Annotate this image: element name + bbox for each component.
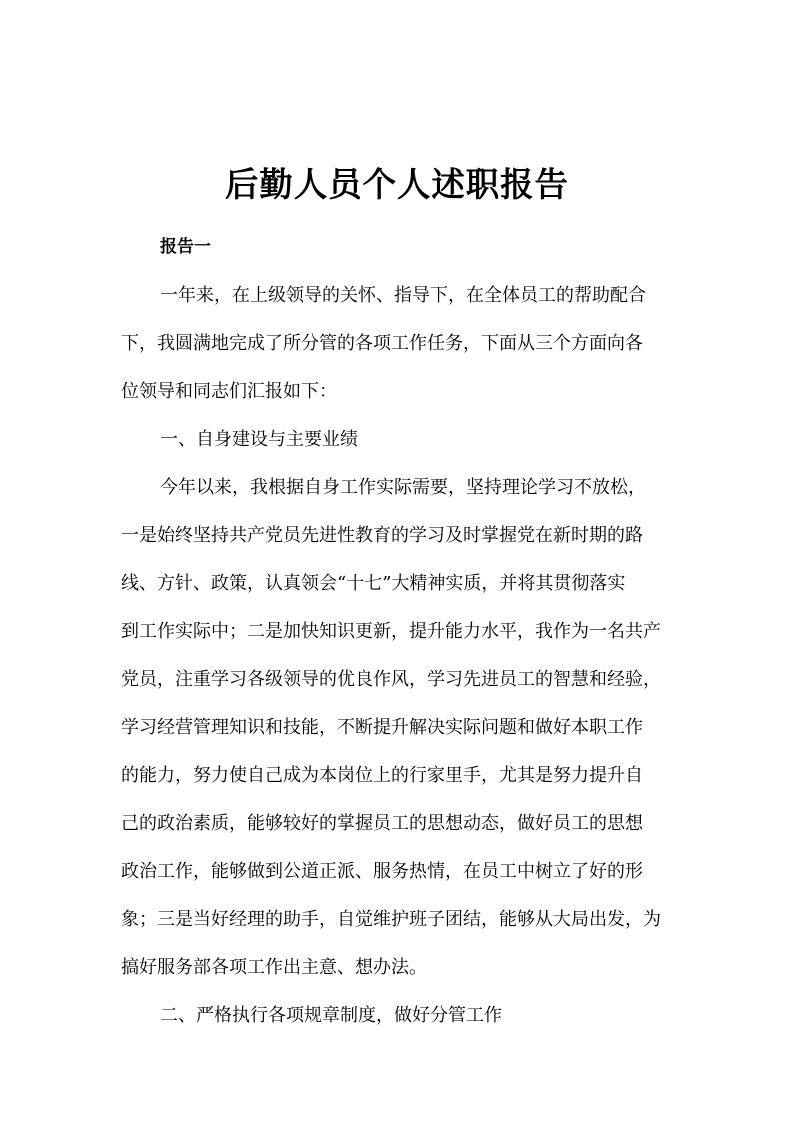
paragraph-line: 搞好服务部各项工作出主意、想办法。 bbox=[121, 957, 427, 978]
document-title: 后勤人员个人述职报告 bbox=[225, 165, 569, 204]
paragraph-line: 象；三是当好经理的助手，自觉维护班子团结，能够从大局出发，为 bbox=[121, 909, 661, 930]
paragraph-line: 今年以来，我根据自身工作实际需要，坚持理论学习不放松， bbox=[160, 477, 646, 498]
paragraph-line: 一年来，在上级领导的关怀、指导下，在全体员工的帮助配合 bbox=[160, 285, 646, 306]
paragraph-line: 线、方针、政策，认真领会“十七”大精神实质，并将其贯彻落实 bbox=[121, 573, 626, 594]
paragraph-line: 位领导和同志们汇报如下： bbox=[121, 381, 337, 402]
paragraph-line: 己的政治素质，能够较好的掌握员工的思想动态，做好员工的思想 bbox=[121, 813, 643, 834]
paragraph-line: 一是始终坚持共产党员先进性教育的学习及时掌握党在新时期的路 bbox=[121, 525, 643, 546]
paragraph-line: 下，我圆满地完成了所分管的各项工作任务，下面从三个方面向各 bbox=[121, 333, 643, 354]
paragraph-line: 学习经营管理知识和技能，不断提升解决实际问题和做好本职工作 bbox=[121, 717, 643, 738]
section-heading: 一、自身建设与主要业绩 bbox=[160, 429, 358, 450]
paragraph-line: 到工作实际中；二是加快知识更新，提升能力水平，我作为一名共产 bbox=[121, 621, 661, 642]
paragraph-line: 政治工作，能够做到公道正派、服务热情，在员工中树立了好的形 bbox=[121, 861, 643, 882]
paragraph-line: 党员，注重学习各级领导的优良作风，学习先进员工的智慧和经验， bbox=[121, 669, 661, 690]
paragraph-line: 的能力，努力使自己成为本岗位上的行家里手，尤其是努力提升自 bbox=[121, 765, 643, 786]
section-heading: 二、严格执行各项规章制度，做好分管工作 bbox=[160, 1005, 502, 1026]
report-heading: 报告一 bbox=[160, 237, 211, 257]
